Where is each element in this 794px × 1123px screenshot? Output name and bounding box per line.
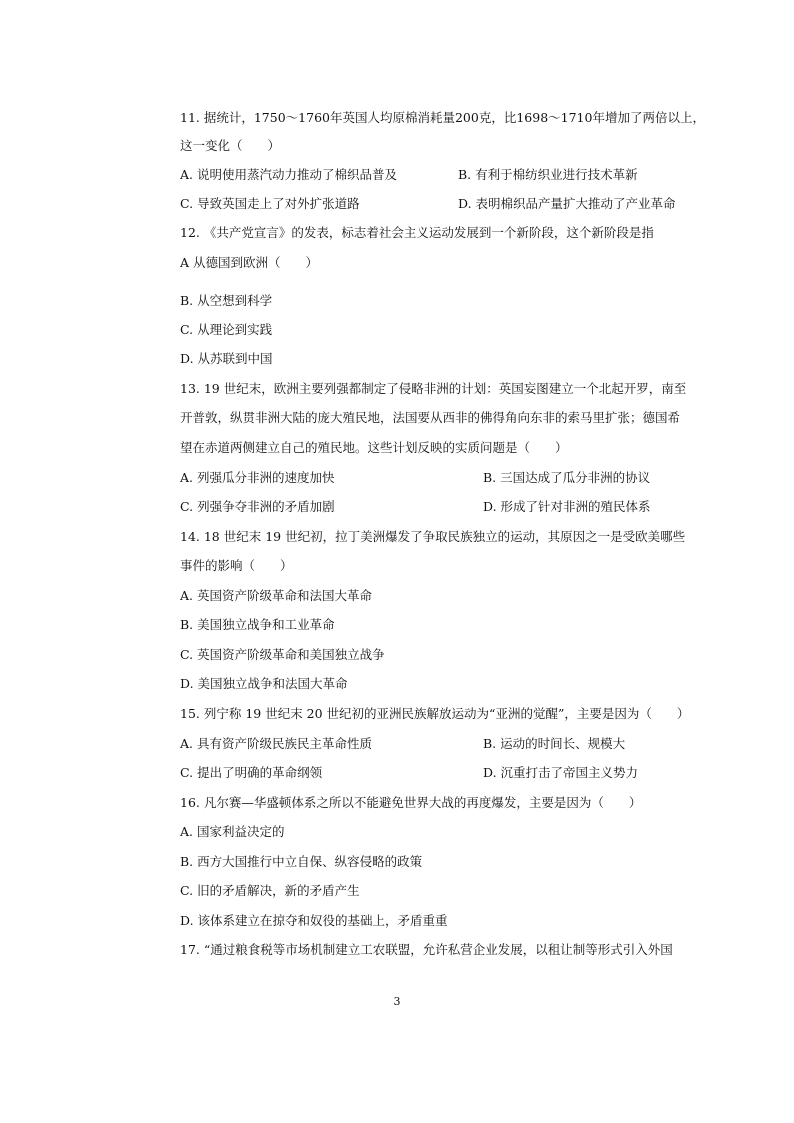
q13-stem-line-1: 13. 19 世纪末，欧洲主要列强都制定了侵略非洲的计划：英国妄图建立一个北起开罗，南至 — [180, 381, 687, 396]
q16-option-b[interactable]: B. 西方大国推行中立自保、纵容侵略的政策 — [180, 854, 423, 869]
q14-option-a[interactable]: A. 英国资产阶级革命和法国大革命 — [180, 588, 372, 603]
q15-stem-line-1: 15. 列宁称 19 世纪末 20 世纪初的亚洲民族解放运动为“亚洲的觉醒”，主要是因为（ ） — [180, 706, 690, 721]
q15-option-d[interactable]: D. 沉重打击了帝国主义势力 — [483, 765, 639, 780]
q11-option-a[interactable]: A. 说明使用蒸汽动力推动了棉织品普及 — [180, 167, 397, 182]
q12-option-a[interactable]: A 从德国到欧洲（ ） — [180, 255, 319, 270]
q12-option-c[interactable]: C. 从理论到实践 — [180, 322, 273, 337]
q15-option-b[interactable]: B. 运动的时间长、规模大 — [483, 736, 626, 751]
q14-stem-line-1: 14. 18 世纪末 19 世纪初，拉丁美洲爆发了争取民族独立的运动，其原因之一是受欧美哪些 — [180, 529, 686, 544]
q13-option-d[interactable]: D. 形成了针对非洲的殖民体系 — [483, 499, 651, 514]
q11-stem-line-1: 11. 据统计，1750～1760年英国人均原棉消耗量200克，比1698～1710年增加了两倍以上， — [180, 110, 705, 125]
q12-stem-line-1: 12. 《共产党宣言》的发表，标志着社会主义运动发展到一个新阶段，这个新阶段是指 — [180, 225, 654, 240]
page-number: 3 — [393, 995, 401, 1008]
q16-option-c[interactable]: C. 旧的矛盾解决，新的矛盾产生 — [180, 883, 360, 898]
q14-option-b[interactable]: B. 美国独立战争和工业革命 — [180, 617, 335, 632]
q15-option-a[interactable]: A. 具有资产阶级民族民主革命性质 — [180, 736, 372, 751]
q13-option-b[interactable]: B. 三国达成了瓜分非洲的协议 — [483, 470, 651, 485]
q11-stem-line-2: 这一变化（ ） — [180, 138, 281, 153]
q17-stem-line-1: 17. “通过粮食税等市场机制建立工农联盟，允许私营企业发展，以租让制等形式引入外国 — [180, 942, 673, 957]
q13-stem-line-2: 开普敦，纵贯非洲大陆的庞大殖民地，法国要从西非的佛得角向东非的索马里扩张；德国希 — [180, 410, 681, 425]
q13-stem-line-3: 望在赤道两侧建立自己的殖民地。这些计划反映的实质问题是（ ） — [180, 440, 568, 455]
q11-option-d[interactable]: D. 表明棉织品产量扩大推动了产业革命 — [458, 196, 676, 211]
q11-option-c[interactable]: C. 导致英国走上了对外扩张道路 — [180, 196, 360, 211]
q14-option-d[interactable]: D. 美国独立战争和法国大革命 — [180, 676, 348, 691]
q13-option-c[interactable]: C. 列强争夺非洲的矛盾加剧 — [180, 499, 335, 514]
q16-option-a[interactable]: A. 国家利益决定的 — [180, 824, 285, 839]
q16-stem-line-1: 16. 凡尔赛—华盛顿体系之所以不能避免世界大战的再度爆发，主要是因为（ ） — [180, 795, 642, 810]
q12-option-d[interactable]: D. 从苏联到中国 — [180, 351, 273, 366]
q14-stem-line-2: 事件的影响（ ） — [180, 558, 293, 573]
q16-option-d[interactable]: D. 该体系建立在掠夺和奴役的基础上，矛盾重重 — [180, 913, 448, 928]
q11-option-b[interactable]: B. 有利于棉纺织业进行技术革新 — [458, 167, 638, 182]
q14-option-c[interactable]: C. 英国资产阶级革命和美国独立战争 — [180, 647, 385, 662]
q13-option-a[interactable]: A. 列强瓜分非洲的速度加快 — [180, 470, 335, 485]
q15-option-c[interactable]: C. 提出了明确的革命纲领 — [180, 765, 323, 780]
q12-option-b[interactable]: B. 从空想到科学 — [180, 293, 273, 308]
